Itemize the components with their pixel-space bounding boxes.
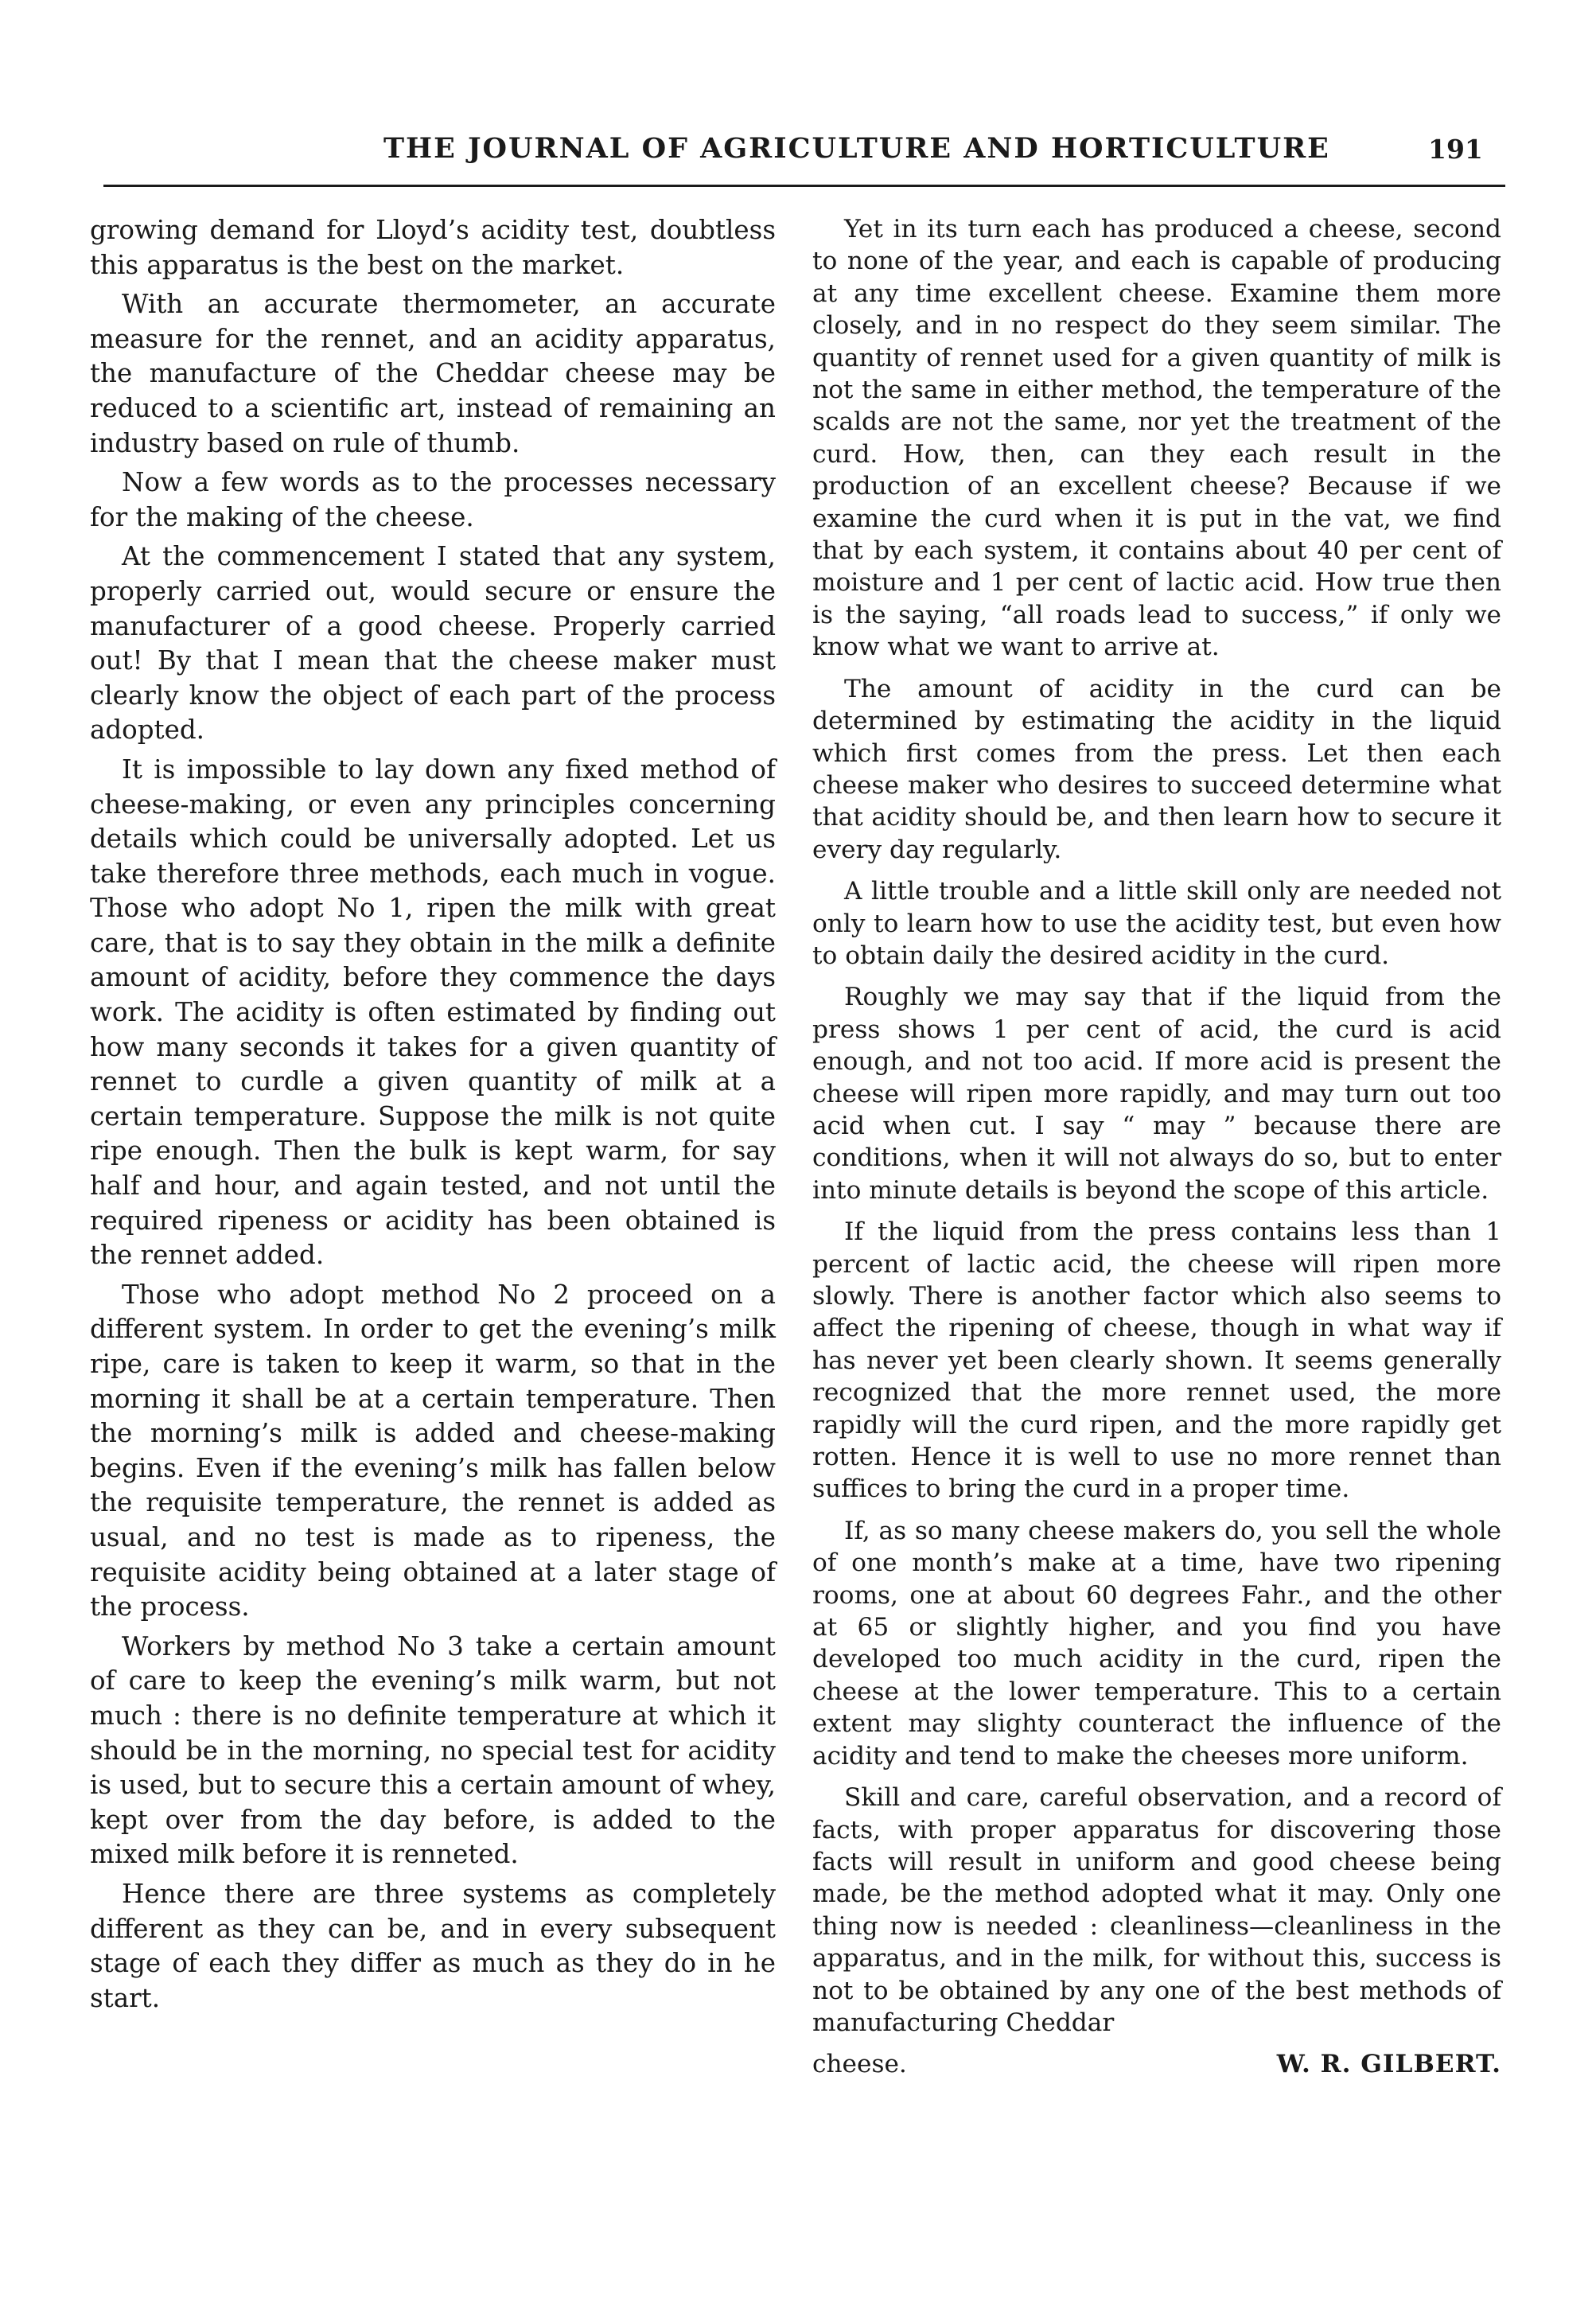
paragraph: If the liquid from the press contains less than 1 percent of lactic acid, the cheese will ripen more slowly. There is another factor which also seems to affect the ripening of cheese, though in what way if has never yet been clearly shown. It seems generally recognized that the more rennet used, the more rapidly will the curd ripen, and the more rapidly get rotten. Hence it is well to use no more rennet than suffices to bring the curd in a proper time. [812,1217,1501,1504]
paragraph: With an accurate thermometer, an accurate measure for the rennet, and an acidity apparatus, the manufacture of the Cheddar cheese may be reduced to a scientific art, instead of remaining an industry based on rule of thumb. [90,289,776,458]
paragraph: Roughly we may say that if the liquid from the press shows 1 per cent of acid, the curd is acid enough, and not too acid. If more acid is present the cheese will ripen more rapidly, and may turn out too acid when cut. I say “ may ” because there are conditions, when it will not always do so, but to enter into minute details is beyond the scope of this article. [812,983,1501,1205]
paragraph: growing demand for Lloyd’s acidity test, doubtless this apparatus is the best on the market. [90,215,776,280]
header-rule [103,185,1505,187]
paragraph: A little trouble and a little skill only are needed not only to learn how to use the acidity test, but even how to obtain daily the desired acidity in the curd. [812,877,1501,970]
left-column [90,213,776,2020]
paragraph: Those who adopt method No 2 proceed on a different system. In order to get the evening’s milk ripe, care is taken to keep it warm, so that in the morning it shall be at a certain temperature. Then the morning’s milk is added and cheese-making begins. Even if the evening’s milk has fallen below the requisite temperature, the rennet is added as usual, and no test is made as to ripeness, the requisite acidity being obtained at a later stage of the process. [90,1279,776,1622]
paragraph: Hence there are three systems as completely different as they can be, and in every subsequent stage of each they differ as much as they do in he start. [90,1878,776,2013]
right-column [812,213,1501,2081]
page-header [0,132,1596,172]
paragraph: Yet in its turn each has produced a cheese, second to none of the year, and each is capable of producing at any time excellent cheese. Examine them more closely, and in no respect do they seem similar. The quantity of rennet used for a given quantity of milk is not the same in either method, the temperature of the scalds are not the same, nor yet the treatment of the curd. How, then, can they each result in the production of an excellent cheese? Because if we examine the curd when it is put in the vat, we find that by each system, it contains about 40 per cent of moisture and 1 per cent of lactic acid. How true then is the saying, “all roads lead to success,” if only we know what we want to arrive at. [812,215,1501,662]
running-title: THE JOURNAL OF AGRICULTURE AND HORTICULTURE [383,132,1330,165]
closing-line [812,2048,1501,2080]
paragraph: The amount of acidity in the curd can be determined by estimating the acidity in the liquid which first comes from the press. Let then each cheese maker who desires to succeed determine what that acidity should be, and then learn how to secure it every day regularly. [812,674,1501,864]
paragraph: Workers by method No 3 take a certain amount of care to keep the evening’s milk warm, but not much : there is no definite temperature at which it should be in the morning, no special test for acidity is used, but to secure this a certain amount of whey, kept over from the day before, is added to the mixed milk before it is renneted. [90,1630,776,1870]
paragraph: At the commencement I stated that any system, properly carried out, would secure or ensure the manufacturer of a good cheese. Properly carried out! By that I mean that the cheese maker must clearly know the object of each part of the process adopted. [90,541,776,746]
author-signature: W. R. GILBERT. [1276,2050,1501,2079]
paragraph: If, as so many cheese makers do, you sell the whole of one month’s make at a time, have two ripening rooms, one at about 60 degrees Fahr., and the other at 65 or slightly higher, and you find you have developed too much acidity in the curd, ripen the cheese at the lower temperature. This to a certain extent may slighty counteract the influence of the acidity and tend to make the cheeses more uniform. [812,1516,1501,1770]
paragraph: It is impossible to lay down any fixed method of cheese-making, or even any principles concerning details which could be universally adopted. Let us take therefore three methods, each much in vogue. Those who adopt No 1, ripen the milk with great care, that is to say they obtain in the milk a definite amount of acidity, before they commence the days work. The acidity is often estimated by finding out how many seconds it takes for a given quantity of rennet to curdle a given quantity of milk at a certain temperature. Suppose the milk is not quite ripe enough. Then the bulk is kept warm, for say half and hour, and again tested, and not until the required ripeness or acidity has been obtained is the rennet added. [90,754,776,1271]
paragraph: Now a few words as to the processes necessary for the making of the cheese. [90,467,776,532]
paragraph: Skill and care, careful observation, and a record of facts, with proper apparatus for discovering those facts will result in uniform and good cheese being made, be the method adopted what it may. Only one thing now is needed : cleanliness—cleanliness in the apparatus, and in the milk, for without this, success is not to be obtained by any one of the best methods of manufacturing Cheddar [812,1783,1501,2037]
closing-word: cheese. [812,2050,907,2079]
page-number: 191 [1428,134,1483,165]
